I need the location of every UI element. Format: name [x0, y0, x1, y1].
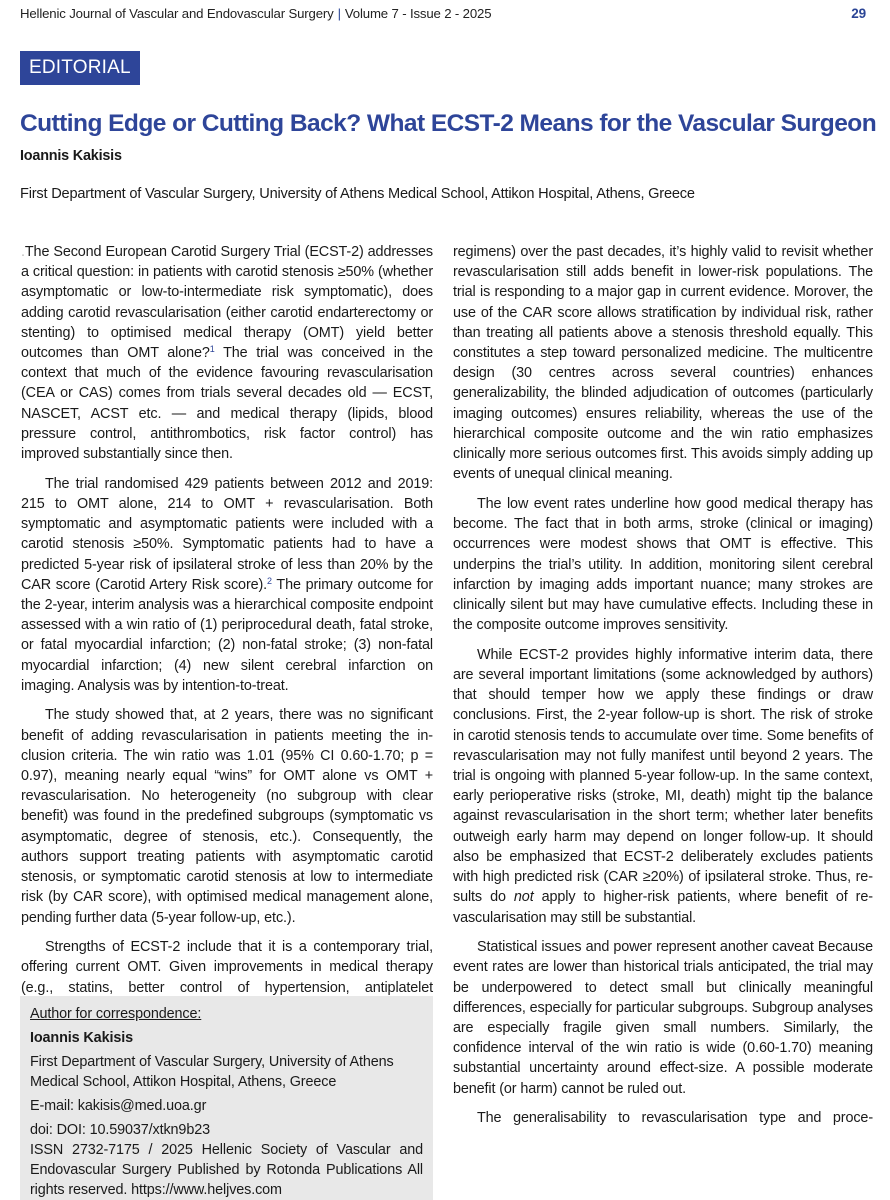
paragraph: The generalisability to revascularisation type and proce-	[477, 1110, 873, 1127]
paragraph	[21, 474, 433, 696]
header-separator: |	[337, 6, 341, 21]
paragraph	[21, 242, 433, 464]
reference-link[interactable]: 2	[267, 575, 272, 586]
journal-name: Hellenic Journal of Vascular and Endovascular Surgery	[20, 6, 334, 21]
correspondence-email[interactable]: E-mail: kakisis@med.uoa.gr	[30, 1098, 207, 1114]
paragraph-text: The primary outcome for the 2-year, interim analysis was a hierarchical composite endpoint assessed with a win ratio of (1) periprocedural death, fatal stroke, or fatal myocardial infarction; (2) non-fatal stroke; (3) non-fatal myocardial infarction; (4) new silent cerebral infarction on imaging. Analysis was by intention-to-treat.	[21, 576, 433, 694]
reference-link[interactable]: 1	[209, 344, 215, 355]
paragraph: Statistical issues and power represent another caveat Because event rates are lower than historical trials anticipated, the trial may be underpowered to detect small but clinically meaningful differences, especially for particular subgroups. Subgroup analyses are especially fragile given small numbers. Similarly, the confidence interval of the win ratio is wide (0.60-1.70) meaning substantial uncertainty around effect-size. A possible moderate benefit (or harm) cannot be ruled out.	[453, 939, 873, 1097]
issue-info: Volume 7 - Issue 2 - 2025	[344, 6, 492, 21]
article-title: Cutting Edge or Cutting Back? What ECST-2 Means for the Vascular Surgeon	[20, 110, 877, 138]
correspondence-box	[20, 996, 433, 1200]
paragraph: The study showed that, at 2 years, there was no significant benefit of adding revascularisation in patients meeting the inclusion criteria. The win ratio was 1.01 (95% CI 0.60-1.70; p = 0.97), meaning nearly equal “wins” for OMT alone vs OMT + revascularisation. No heterogeneity (no subgroup with clear benefit) was found in the predefined subgroups (symptomatic vs asymptomatic, degree of stenosis, etc.). Consequently, the authors support treating patients with asymptomatic carotid stenosis, or symptomatic carotid stenosis at low to intermediate risk (by CAR score), with optimised medical management alone, pending further data (5-year follow-up, etc.).	[21, 707, 433, 926]
correspondence-heading: Author for correspondence:	[30, 1006, 202, 1022]
paragraph: The low event rates underline how good medical therapy has become. The fact that in both arms, stroke (clinical or imaging) occurrences were modest shows that OMT is effective. This underpins the trial’s utility. In addition, monitoring silent cerebral infarction by imaging adds important nuance; many strokes are clinically silent but may have cumulative effects. Including these in the composite outcome improves sensitivity.	[453, 495, 873, 634]
paragraph	[453, 645, 873, 928]
emphasis: not	[513, 889, 534, 906]
correspondence-doi[interactable]: doi: DOI: 10.59037/xtkn9b23	[30, 1122, 210, 1138]
paragraph-text: While ECST-2 provides highly informative interim data, there are several important limitations (some acknowledged by authors) that should temper how we apply these findings or draw conclusions. First, the 2-year follow-up is short. The risk of stroke in carotid stenosis tends to accumulate over time. Some benefits of revascularisation may not fully manifest until beyond 2 years. The trial is ongoing with planned 5-year follow-up. In the same context, early perioperative risks (stroke, MI, death) might tip the balance against revascularisation in the short term; whether later benefits outweigh early harm may depend on longer follow-up. It should also be emphasized that ECST-2 deliberately excludes patients with high predicted risk (CAR ≥20%) of ipsilateral stroke. Thus, results do	[453, 646, 873, 906]
paragraph-continued: regimens) over the past decades, it’s highly valid to revisit whether revascularisation still adds benefit in lower-risk populations. The trial is responding to a major gap in current evidence. Morover, the use of the CAR score allows stratification by individual risk, rather than treating all patients above a stenosis threshold equally. This constitutes a step toward personalized medicine. The multicentre design (30 centres across several countries) enhances generalizability, the blinded adjudication of outcomes (particularly imaging outcomes) ensures reliability, whereas the use of the hierarchical composite outcome and the win ratio emphasizes clinically more serious outcomes first. This avoids simply adding up events of unequal clinical meaning.	[453, 244, 873, 483]
running-head	[20, 4, 866, 24]
correspondence-name: Ioannis Kakisis	[30, 1030, 133, 1046]
body-column-left	[21, 242, 433, 1007]
author-name: Ioannis Kakisis	[20, 148, 122, 164]
lead-mark: .	[21, 244, 25, 260]
page-number: 29	[851, 6, 866, 21]
paragraph-text: The Second European Carotid Surgery Trial (ECST-2) addresses a critical question: in patients with carotid stenosis ≥50% (whether asymptomatic or low-to-intermediate risk symptomatic), does adding carotid revascularisation (either carotid endarterectomy or stenting) to optimised medical therapy (OMT) yield better outcomes than OMT alone?	[21, 244, 433, 362]
paragraph-text: The trial randomised 429 patients between 2012 and 2019: 215 to OMT alone, 214 to OMT + revascularisation. Both symptomatic and asymptomatic patients were included with a carotid stenosis ≥50%. Symptomatic patients had to have a predicted 5-year risk of ipsilateral stroke of less than 20% by the CAR score (Carotid Artery Risk score).	[21, 475, 433, 593]
paragraph-text: The trial was conceived in the context that much of the evidence favouring revascularisation (CEA or CAS) comes from trials several decades old — ECST, NASCET, ACST etc. — and medical therapy (lipids, blood pressure control, antithrombotics, risk factor control) has improved substantially since then.	[21, 345, 433, 463]
paragraph-text: apply to higher-risk patients, where benefit of revascularisation may still be substantial.	[453, 889, 874, 926]
author-affiliation: First Department of Vascular Surgery, University of Athens Medical School, Attikon Hospital, Athens, Greece	[20, 186, 695, 202]
correspondence-issn: ISSN 2732-7175 / 2025 Hellenic Society of Vascular and Endovascular Surgery Published by Rotonda Publications All rights reserved. https://www.heljves.com	[30, 1142, 423, 1198]
paragraph: Strengths of ECST-2 include that it is a contemporary trial, offering current OMT. Given improvements in medical therapy (e.g., statins, better control of hypertension, antiplatelet	[21, 939, 433, 996]
correspondence-address: First Department of Vascular Surgery, University of Athens Medical School, Attikon Hospital, Athens, Greece	[30, 1054, 394, 1090]
body-column-right	[453, 242, 873, 1138]
section-label: EDITORIAL	[20, 51, 140, 85]
